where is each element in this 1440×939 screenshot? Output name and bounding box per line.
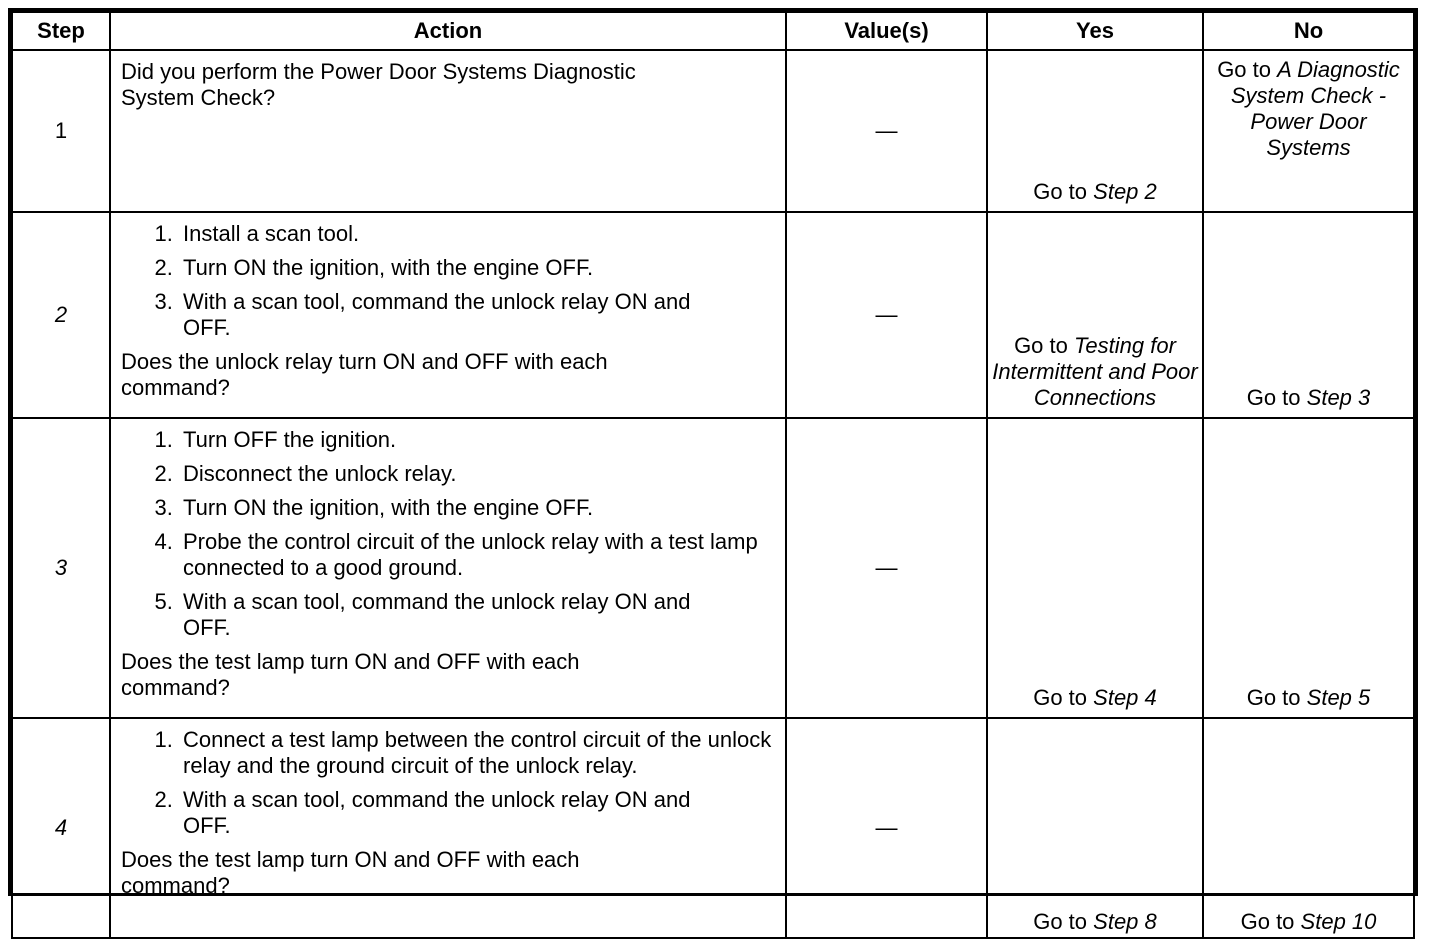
no-prefix: Go to <box>1246 385 1301 410</box>
no-cell[interactable] <box>1203 418 1414 718</box>
action-steps-list <box>121 427 775 641</box>
action-question: Does the test lamp turn ON and OFF with each command? <box>121 649 580 700</box>
action-cell <box>110 718 786 938</box>
list-item: 1. Install a scan tool. <box>179 221 775 247</box>
yes-cell[interactable] <box>987 212 1203 418</box>
action-question: Does the test lamp turn ON and OFF with each command? <box>121 847 580 898</box>
no-cell[interactable] <box>1203 50 1414 212</box>
action-steps-list <box>121 221 775 341</box>
value-cell: — <box>786 212 987 418</box>
list-item: 1. Turn OFF the ignition. <box>179 427 775 453</box>
yes-cell[interactable] <box>987 718 1203 938</box>
list-item: 3. Turn ON the ignition, with the engine OFF. <box>179 495 775 521</box>
step-number: 4 <box>12 718 110 938</box>
header-action: Action <box>110 12 786 50</box>
header-no: No <box>1203 12 1414 50</box>
action-cell <box>110 50 786 212</box>
list-item: 2. With a scan tool, command the unlock relay ON and OFF. <box>179 787 775 839</box>
no-cell[interactable] <box>1203 718 1414 938</box>
list-item: 5. With a scan tool, command the unlock relay ON and OFF. <box>179 589 775 641</box>
step-number: 3 <box>12 418 110 718</box>
yes-prefix: Go to <box>1033 909 1088 934</box>
no-prefix: Go to <box>1246 685 1301 710</box>
action-question: Did you perform the Power Door Systems Diagnostic System Check? <box>121 59 636 110</box>
list-item: 3. With a scan tool, command the unlock relay ON and OFF. <box>179 289 775 341</box>
table-row <box>12 718 1414 938</box>
yes-link[interactable]: Step 4 <box>1093 685 1157 710</box>
header-step: Step <box>12 12 110 50</box>
no-link[interactable]: Step 10 <box>1300 909 1377 934</box>
no-link[interactable]: Step 3 <box>1306 385 1371 410</box>
list-item: 2. Disconnect the unlock relay. <box>179 461 775 487</box>
table-header-row <box>12 12 1414 50</box>
yes-link[interactable]: Testing for Intermittent and Poor Connections <box>992 333 1198 410</box>
yes-prefix: Go to <box>1033 685 1088 710</box>
no-prefix: Go to <box>1240 909 1295 934</box>
no-link[interactable]: A Diagnostic System Check - Power Door Systems <box>1230 57 1400 160</box>
table-row <box>12 212 1414 418</box>
action-steps-list <box>121 727 775 839</box>
yes-link[interactable]: Step 2 <box>1093 179 1157 204</box>
no-prefix: Go to <box>1217 57 1271 82</box>
step-number: 1 <box>12 50 110 212</box>
table-row <box>12 418 1414 718</box>
diagnostic-table <box>11 11 1415 939</box>
yes-cell[interactable] <box>987 50 1203 212</box>
list-item: 4. Probe the control circuit of the unlock relay with a test lamp connected to a good ground. <box>179 529 775 581</box>
header-yes: Yes <box>987 12 1203 50</box>
list-item: 2. Turn ON the ignition, with the engine OFF. <box>179 255 775 281</box>
table-row <box>12 50 1414 212</box>
action-question: Does the unlock relay turn ON and OFF with each command? <box>121 349 608 400</box>
yes-prefix: Go to <box>1014 333 1068 358</box>
action-cell <box>110 418 786 718</box>
diagnostic-table-container <box>8 8 1418 934</box>
value-cell: — <box>786 418 987 718</box>
value-cell: — <box>786 718 987 938</box>
no-cell[interactable] <box>1203 212 1414 418</box>
step-number: 2 <box>12 212 110 418</box>
list-item: 1. Connect a test lamp between the control circuit of the unlock relay and the ground circuit of the unlock relay. <box>179 727 775 779</box>
no-link[interactable]: Step 5 <box>1306 685 1371 710</box>
yes-cell[interactable] <box>987 418 1203 718</box>
value-cell: — <box>786 50 987 212</box>
yes-link[interactable]: Step 8 <box>1093 909 1157 934</box>
action-cell <box>110 212 786 418</box>
header-values: Value(s) <box>786 12 987 50</box>
yes-prefix: Go to <box>1033 179 1088 204</box>
